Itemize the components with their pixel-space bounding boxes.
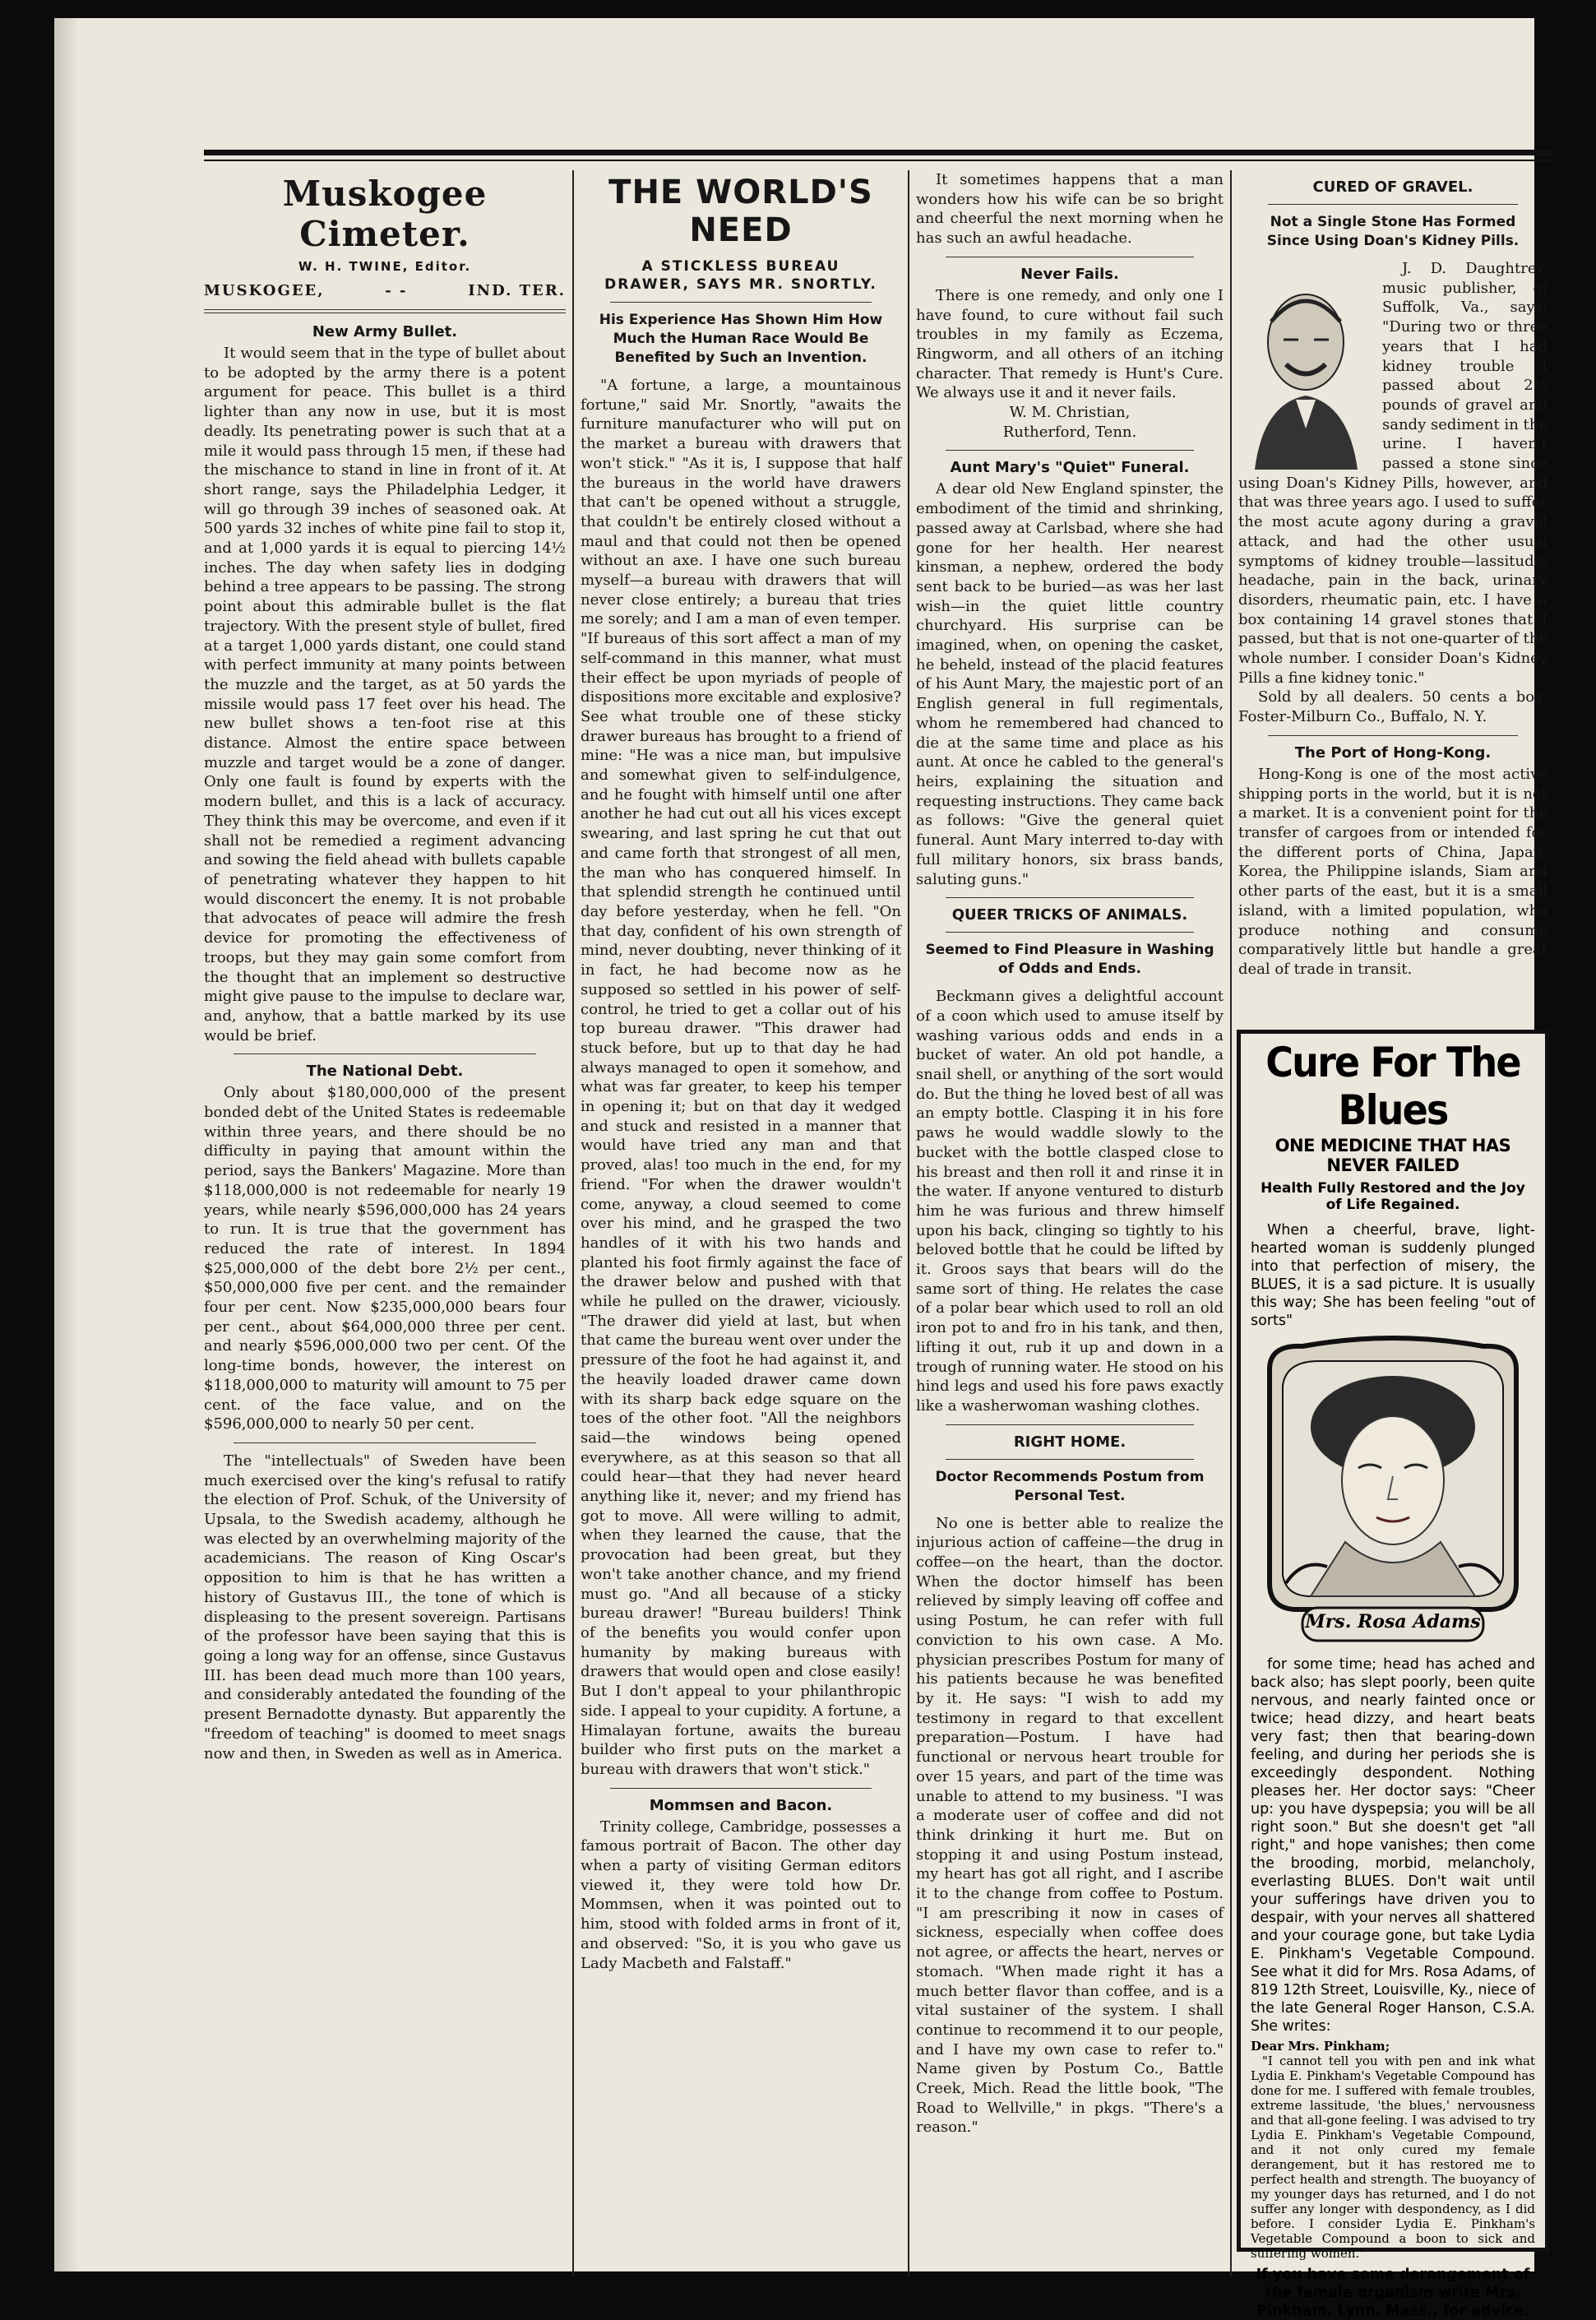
column-2: [581, 170, 901, 2259]
article-heading: Never Fails.: [1020, 265, 1119, 283]
daughtrey-portrait: [1238, 264, 1374, 470]
deck: Doctor Recommends Postum from Personal Test.: [935, 1468, 1205, 1504]
page-fold-shadow: [54, 18, 77, 2271]
divider: [946, 1424, 1194, 1425]
portrait-caption: Mrs. Rosa Adams: [1305, 1611, 1481, 1632]
article-heading: Mommsen and Bacon.: [649, 1796, 833, 1814]
column-4: [1238, 170, 1547, 1022]
ad-paragraph: for some time; head has ached and back also; has slept poorly, been quite nervous, and nearly fainted once or twice; head dizzy, and heart beats very fast; then that bearing-down feeling, and during her periods she is exceedingly despondent. Nothing pleases her. Her doctor says: "Cheer up: you have dyspepsia; you will be all right soon." But she doesn't get "all right," and hope vanishes; then come the brooding, morbid, melancholy, everlasting BLUES. Don't wait until your sufferings have driven you to despair, with your nerves all shattered and your courage gone, but take Lydia E. Pinkham's Vegetable Compound. See what it did for Mrs. Rosa Adams, of 819 12th Street, Louisville, Ky., niece of the late General Roger Hanson, C.S.A. She writes:: [1251, 1656, 1535, 2035]
article-body: The "intellectuals" of Sweden have been much exercised over the king's refusal to ratify the election of Prof. Schuk, of the University of Upsala, to the Swedish academy, although he was elected by an overwhelming majority of the academicians. The reason of King Oscar's opposition to him is that he has written a history of Gustavus III., the tone of which is displeasing to the present sovereign. Partisans of the professor have been saying that this is going a long way for an offense, since Gustavus III. has been dead much more than 100 years, and considerably antedated the founding of the present Bernadotte dynasty. But apparently the "freedom of teaching" is doomed to meet snags now and then, in Sweden as well as in America.: [204, 1452, 566, 1762]
signature: Rutherford, Tenn.: [1002, 423, 1137, 441]
article-body: Beckmann gives a delightful account of a coon which used to amuse itself by washing various odds and ends in a bucket of water. An old pot handle, a snail shell, or anything of the sort would do. But the thing he loved best of all was an empty bottle. Clasping it in his fore paws he would waddle slowly to the bucket with the bottle clasped close to his breast and then roll it and rinse it in the water. If anyone ventured to disturb him he was furious and threw himself upon his back, clinging so tightly to his beloved bottle that he could be lifted by it. Groos says that bears will do the same sort of thing. He relates the case of a polar bear which used to roll an old iron pot to and fro in his tank, and then, lifting it out, rub it up and down in a trough of running water. He stood on his hind legs and used his fore paws exactly like a washerwoman washing clothes.: [916, 988, 1224, 1415]
signature: W. M. Christian,: [1009, 404, 1131, 422]
column-rule: [1230, 170, 1232, 2276]
article-heading: New Army Bullet.: [312, 323, 458, 340]
testimonial-letter: "I cannot tell you with pen and ink what Lydia E. Pinkham's Vegetable Compound has done for me. I suffered with female troubles, extreme lassitude, 'the blues,' nervousness and that all-gone feeling. I was advised to try Lydia E. Pinkham's Vegetable Compound, and it not only cured my female derangement, but it has restored me to perfect health and strength. The buoyancy of my younger days has returned, and I do not suffer any longer with despondency, as I did before. I consider Lydia E. Pinkham's Vegetable Compound a boon to sick and suffering women.": [1251, 2054, 1535, 2261]
dateline-city: MUSKOGEE,: [204, 282, 325, 299]
editor-line: W. H. TWINE, Editor.: [298, 259, 472, 274]
dateline-separator: - -: [385, 282, 408, 299]
divider: [946, 450, 1194, 451]
article-body: Trinity college, Cambridge, possesses a famous portrait of Bacon. The other day when a party of visiting German editors viewed it, they were told how Dr. Mommsen, when it was pointed out to him, stood with folded arms in front of it, and observed: "So, it is you who gave us Lady Macbeth and Falstaff.": [581, 1818, 901, 1972]
divider: [610, 302, 872, 303]
rosa-adams-portrait: [1253, 1336, 1533, 1649]
ad-paragraph: When a cheerful, brave, light-hearted woman is suddenly plunged into that perfection of misery, the BLUES, it is a sad picture. It is usually this way; She has been feeling "out of sorts": [1251, 1222, 1535, 1329]
article-heading: RIGHT HOME.: [1013, 1433, 1126, 1451]
article-body: J. D. Daughtrey, music publisher, of Suffolk, Va., says: "During two or three years that I had kidney trouble I passed about 2½ pounds of gravel and sandy sediment in the urine. I haven't passed a stone since using Doan's Kidney Pills, however, and that was three years ago. I used to suffer the most acute agony during a gravel attack, and had the other usual symptoms of kidney trouble—lassitude, headache, pain in the back, urinary disorders, rheumatic pain, etc. I have a box containing 14 gravel stones that I passed, but that is not one-quarter of the whole number. I consider Doan's Kidney Pills a fine kidney tonic.": [1238, 260, 1547, 687]
divider: [234, 1053, 536, 1054]
article-heading: Aunt Mary's "Quiet" Funeral.: [950, 459, 1190, 477]
divider: [610, 1788, 872, 1789]
header-rule-thin: [204, 160, 1552, 161]
newspaper-page: [54, 18, 1547, 2319]
divider: [204, 309, 566, 313]
masthead: Muskogee Cimeter.: [282, 174, 488, 254]
article-heading: The National Debt.: [306, 1063, 464, 1081]
article-body: Only about $180,000,000 of the present bonded debt of the United States is redeemable within three years, and there should be no difficulty in paying that amount within the period, says the Bankers' Magazine. More than $118,000,000 is not redeemable for nearly 19 years, while nearly $596,000,000 has 24 years to run. It is true that the government has reduced the rate of interest. In 1894 $25,000,000 of the debt bore 2½ per cent., $50,000,000 five per cent. and the remainder four per cent. Now $235,000,000 bears four per cent., about $64,000,000 three per cent. and nearly $596,000,000 two per cent. Of the long-time bonds, however, the interest on $118,000,000 to maturity will amount to 75 per cent. of the face value, and on the $596,000,000 to nearly 50 per cent.: [204, 1084, 566, 1433]
portrait-frame: [1253, 1336, 1533, 1649]
article-body: No one is better able to realize the injurious action of caffeine—the drug in coffee—on the heart, than the doctor. When the doctor himself has been relieved by simply leaving off coffee and using Postum, he can refer with full conviction to his own case. A Mo. physician prescribes Postum for many of his patients because he was benefited by it. He says: "I wish to add my testimony in regard to that excellent preparation—Postum. I have had functional or nervous heart trouble for over 15 years, and part of the time was unable to attend to my business. "I was a moderate user of coffee and did not think drinking it hurt me. But on stopping it and using Postum instead, my heart has got all right, and I ascribe it to the change from coffee to Postum. "I am prescribing it now in cases of sickness, especially when coffee does not agree, or affects the heart, nerves or stomach. "When made right it has a much better flavor than coffee, and is a vital sustainer of the system. I shall continue to recommend it to our people, and I have my own case to refer to." Name given by Postum Co., Battle Creek, Mich. Read the little book, "The Road to Wellville," in pkgs. "There's a reason.": [916, 1514, 1224, 2137]
sold-by: Sold by all dealers. 50 cents a box. Foster-Milburn Co., Buffalo, N. Y.: [1238, 688, 1547, 726]
divider: [946, 897, 1194, 898]
ad-tagline: Health Fully Restored and the Joy of Life Regained.: [1261, 1180, 1525, 1213]
article-body: "A fortune, a large, a mountainous fortune," said Mr. Snortly, "awaits the furniture manufacturer who will put on the market a bureau with drawers that won't stick." "As it is, I suppose that half the bureaus in the world have drawers that can't be opened without a struggle, that couldn't be entirely closed without a maul and that could not then be opened without an axe. I have one such bureau myself—a bureau with drawers that will never close entirely; a bureau that tries me sorely; and I am a man of even temper. "If bureaus of this sort affect a man of my self-command in this manner, what must their effect be upon myriads of people of dispositions more excitable and explosive? See what trouble one of these sticky drawer bureaus has brought to a friend of mine: "He was a nice man, but impulsive and somewhat given to self-indulgence, and he fought with himself until one after another he had cut out all his vices except swearing, and last spring he cut that out and came forth that strongest of all men, the man who has conquered himself. In that splendid strength he continued until day before yesterday, when he fell. "On that day, confident of his own strength of mind, never doubting, never thinking of it in fact, he had become now as he supposed so settled in his power of self-control, he tried to get a collar out of his top bureau drawer. "This drawer had stuck before, but up to that day he had always managed to open it somehow, and what was far greater, to keep his temper in opening it; but on that day it wedged and stuck and resisted in a manner that would have tried any man and that proved, alas! too much in the end, for my friend. "For when the drawer wouldn't come, anyway, a cloud seemed to come over his mind, and he grasped the two handles of it with his two hands and planted his foot firmly against the face of the drawer below and pushed with that while he pulled on the drawer, viciously. "The drawer did yield at last, but when that came the bureau went over under the pressure of the foot he had against it, and the heavily loaded drawer came down with its sharp back edge square on the toes of the other foot. "All the neighbors said—the windows being opened everywhere, as at this season so that all could hear—that they had never heard anything like it, never; and my friend has got to move. All were willing to admit, when they learned the cause, that the provocation had been great, but they won't take another chance, and my friend must go. "And all because of a sticky bureau drawer! "Bureau builders! Think of the benefits you would confer upon humanity by making bureaus with drawers that would open and close easily! But I don't appeal to your philanthropic side. I appeal to your cupidity. A fortune, a Himalayan fortune, awaits the bureau builder who first puts on the market a bureau with drawers that won't stick.": [581, 377, 901, 1778]
column-3: [916, 170, 1224, 2259]
divider: [946, 932, 1194, 933]
divider: [1268, 204, 1518, 205]
divider: [1268, 735, 1518, 736]
deck: Not a Single Stone Has Formed Since Using Doan's Kidney Pills.: [1266, 214, 1520, 249]
ad-subtitle: ONE MEDICINE THAT HAS NEVER FAILED: [1274, 1136, 1511, 1175]
ad-title: Cure For The Blues: [1265, 1039, 1520, 1134]
pinkham-advertisement: [1237, 1030, 1549, 2319]
column-rule: [572, 170, 574, 2276]
article-heading: The Port of Hong-Kong.: [1294, 743, 1492, 762]
article-heading: CURED OF GRAVEL.: [1312, 178, 1473, 196]
header-rule: [204, 150, 1552, 155]
deck: A STICKLESS BUREAU DRAWER, SAYS MR. SNORTLY.: [604, 258, 877, 293]
column-1: [204, 170, 566, 2259]
divider: [946, 1459, 1194, 1460]
letter-salutation: Dear Mrs. Pinkham;: [1251, 2039, 1390, 2054]
article-body: There is one remedy, and only one I have found, to cure without fail such troubles in my family as Eczema, Ringworm, and all others of an itching character. That remedy is Hunt's Cure. We always use it and it never fails.: [916, 286, 1224, 402]
dateline: [204, 282, 566, 299]
article-body: Hong-Kong is one of the most active shipping ports in the world, but it is not a market. It is a convenient point for the transfer of cargoes from or intended for the different ports of China, Japan, Korea, the Philippine islands, Siam and other parts of the east, but it is a small island, with a limited population, who produce nothing and consume comparatively little but handle a great deal of trade in transit.: [1238, 765, 1547, 978]
article-body: A dear old New England spinster, the embodiment of the timid and shrinking, passed away at Carlsbad, where she had gone for her health. Her nearest kinsman, a nephew, ordered the body sent back to be buried—as was her last wish—in the quiet little country churchyard. His surprise can be imagined, when, on opening the casket, he beheld, instead of the placid features of his Aunt Mary, the majestic port of an English general in full regimentals, whom he remembered had chanced to die at the same time and place as his aunt. At once he cabled to the general's heirs, explaining the situation and requesting instructions. They came back as follows: "Give the general quiet funeral. Aunt Mary interred to-day with full military honors, six brass bands, saluting guns.": [916, 480, 1224, 888]
ad-closing: If you have some derangement of the female organism write Mrs. Pinkham, Lynn, Mass., for advice.: [1256, 2267, 1530, 2319]
headline: THE WORLD'S NEED: [608, 174, 873, 249]
article-body: It would seem that in the type of bullet about to be adopted by the army there is a potent argument for peace. This bullet is a third lighter than any now in use, but it is most deadly. Its penetrating power is such that at a mile it would pass through 15 men, if these had the mischance to stand in line in front of it. At short range, says the Philadelphia Ledger, it will go through 39 inches of seasoned oak. At 500 yards 32 inches of white pine fail to stop it, and at 1,000 yards it is equal to piercing 14½ inches. The day when safety lies in dodging behind a tree appears to be passing. The strong point about this admirable bullet is the flat trajectory. With the present style of bullet, fired at a target 1,000 yards distant, one could stand with perfect immunity at many points between the muzzle and the target, as at 50 yards the missile would pass 17 feet over his head. The new bullet shows a ten-foot rise at this distance. Almost the entire space between muzzle and target would be a zone of danger. Only one fault is found by experts with the modern bullet, and this is a lack of accuracy. They think this may be overcome, and even if it shall not be remedied a regiment advancing and sowing the field ahead with bullets capable of penetrating whatever they happen to hit would disconcert the enemy. It is not probable that advocates of peace will admire the fresh device for promoting the effectiveness of troops, but they may gain some comfort from the thought that an implement so destructive might give pause to the impulse to declare war, and, anyhow, that a battle marked by its use would be brief.: [204, 345, 566, 1044]
dateline-territory: IND. TER.: [468, 282, 566, 299]
article-body: It sometimes happens that a man wonders how his wife can be so bright and cheerful the next morning when he has such an awful headache.: [916, 171, 1224, 248]
deck: His Experience Has Shown Him How Much the Human Race Would Be Benefited by Such an Invention.: [599, 312, 883, 366]
deck: Seemed to Find Pleasure in Washing of Odds and Ends.: [925, 942, 1214, 978]
column-rule: [908, 170, 909, 2276]
divider: [234, 1442, 536, 1443]
article-heading: QUEER TRICKS OF ANIMALS.: [951, 906, 1188, 924]
